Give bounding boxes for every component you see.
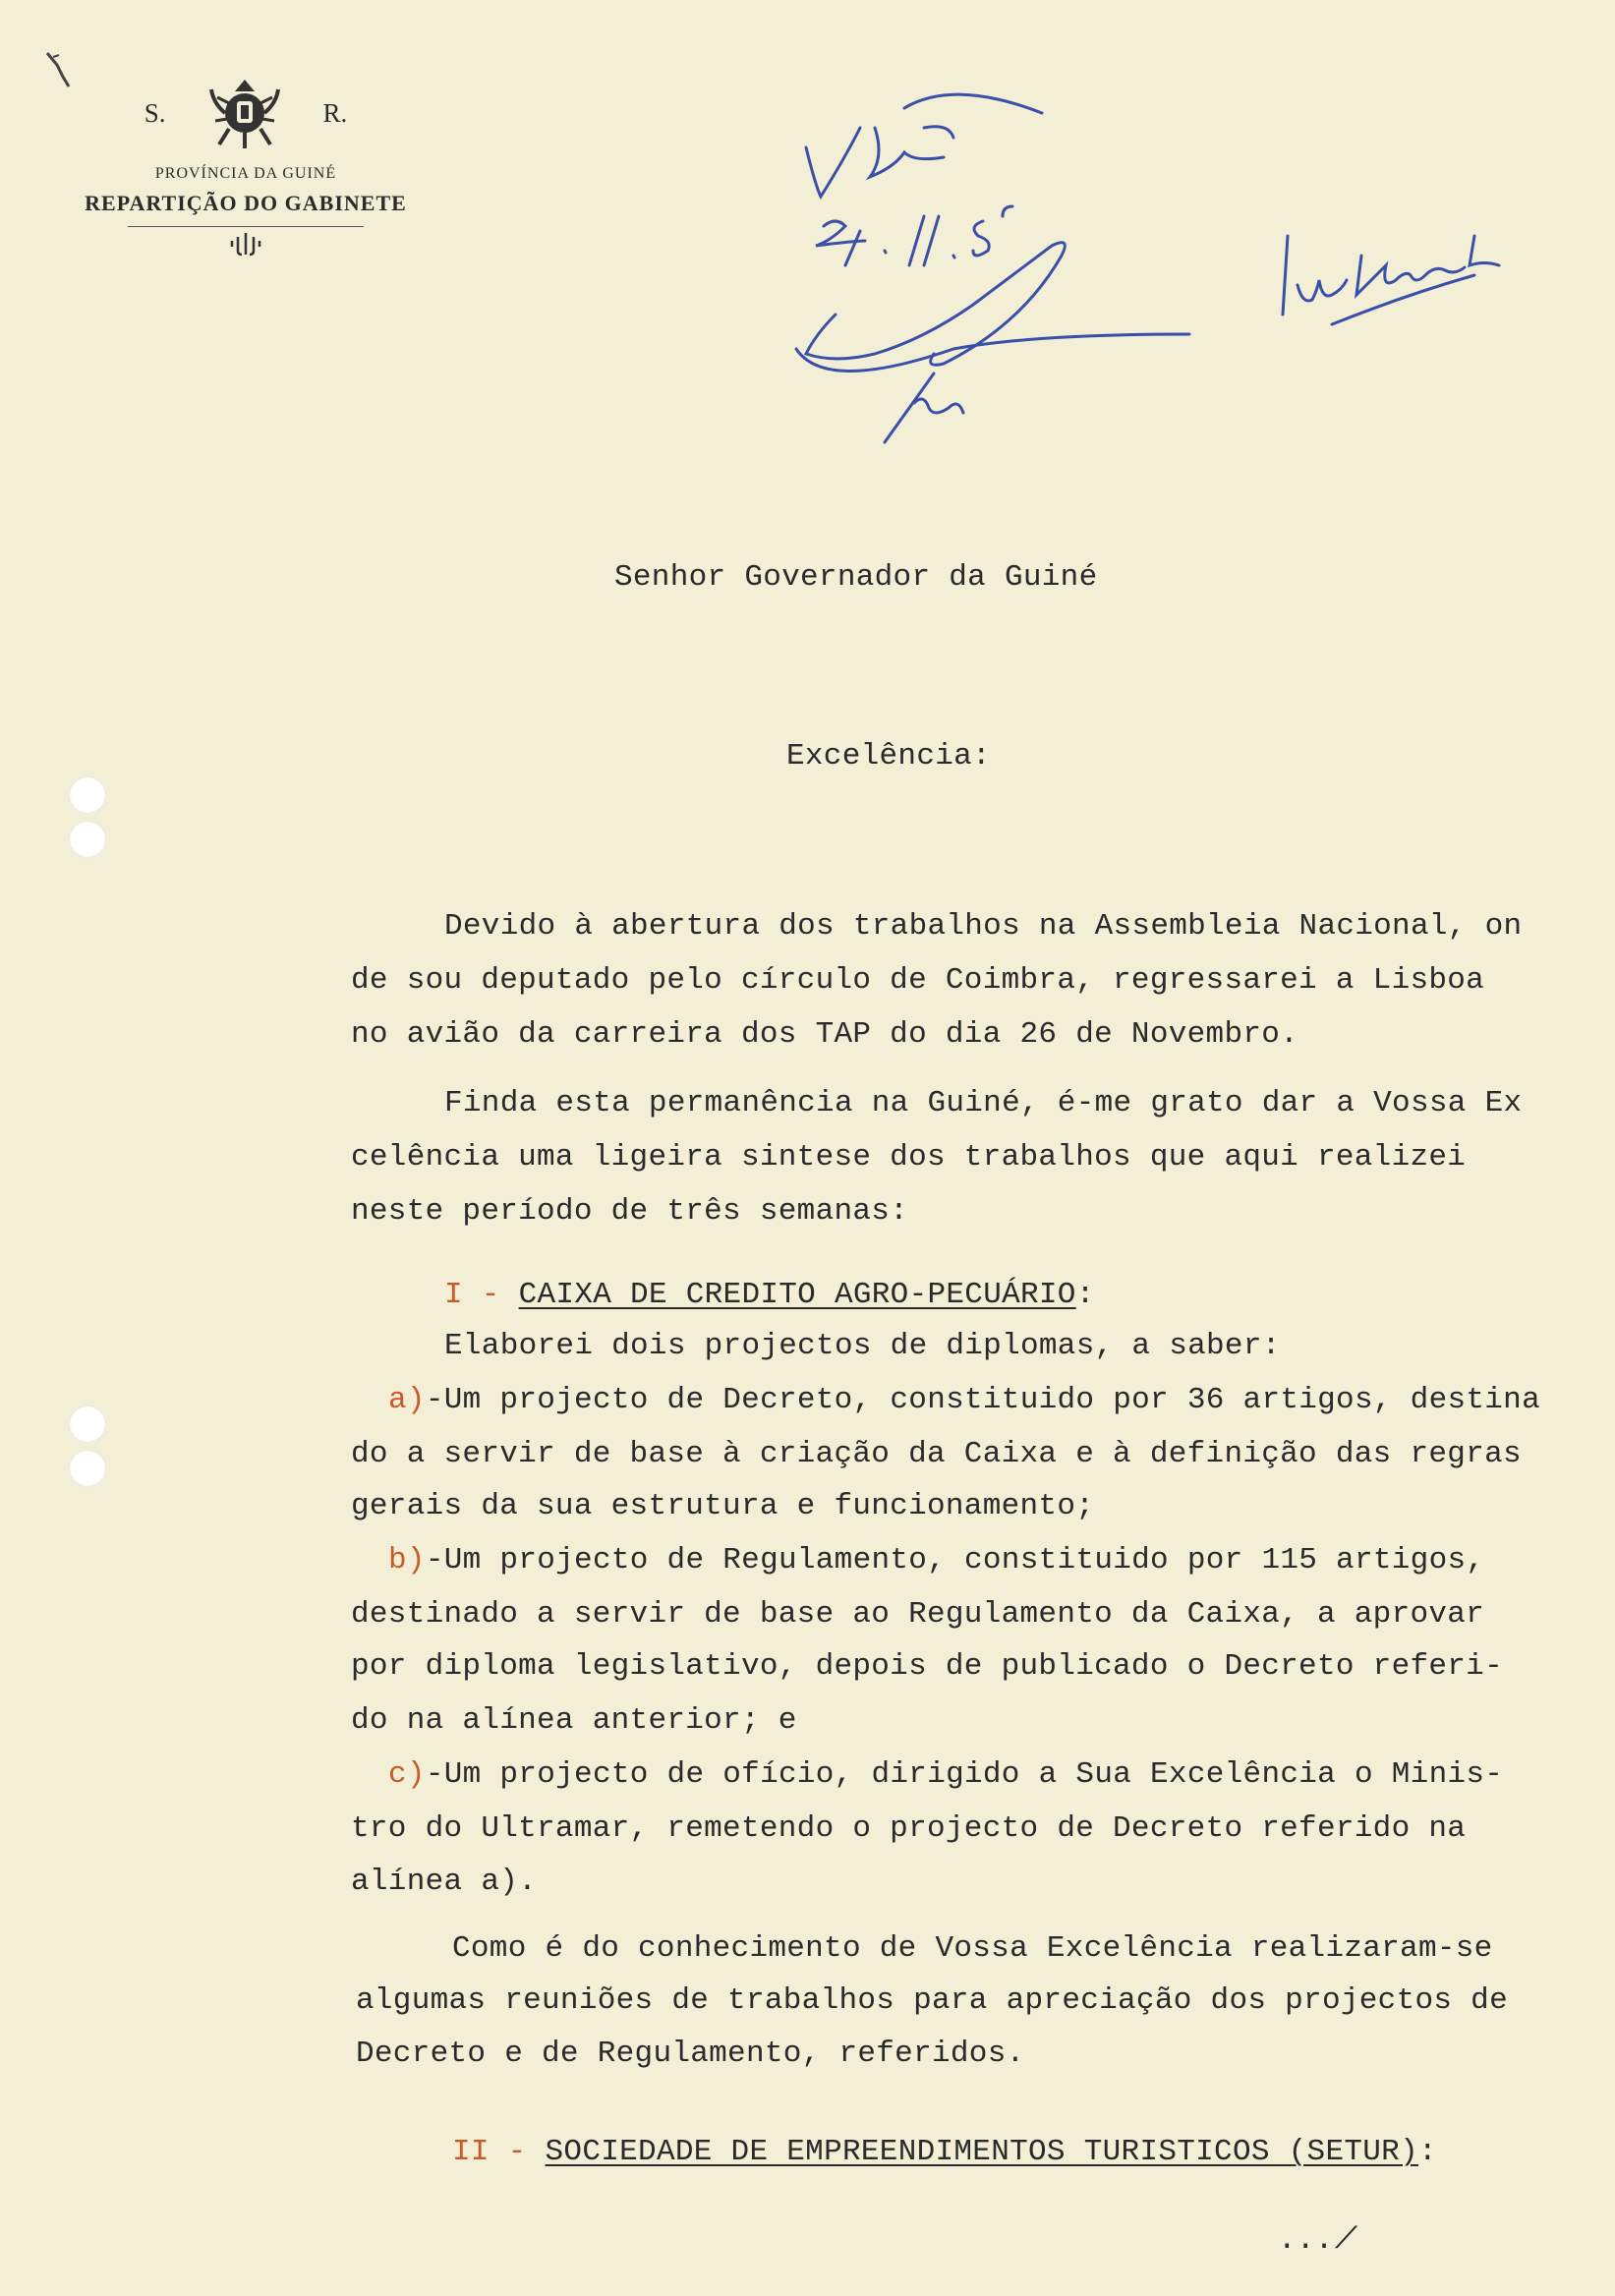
item-a-text-1: -Um projecto de Decreto, constituido por 36 artigos, destina — [425, 1383, 1540, 1417]
item-b-line-3: por diploma legislativo, depois de publicado o Decreto referi- — [351, 1649, 1503, 1684]
item-c-line-2: tro do Ultramar, remetendo o projecto de Decreto referido na — [351, 1811, 1467, 1846]
paragraph-2-line-3: neste período de três semanas: — [351, 1194, 909, 1229]
section-1-title: CAIXA DE CREDITO AGRO-PECUÁRIO — [518, 1278, 1076, 1312]
section-1-colon: : — [1075, 1278, 1095, 1312]
letterhead-left-letter: S. — [144, 97, 166, 128]
paragraph-3-line-2: algumas reuniões de trabalhos para apreciação dos projectos de — [356, 1983, 1508, 2018]
letterhead — [59, 69, 433, 261]
item-b-line-4: do na alínea anterior; e — [351, 1703, 797, 1738]
item-b-marker: b) — [388, 1543, 426, 1578]
section-2-heading — [452, 2135, 1437, 2169]
section-1-intro: Elaborei dois projectos de diplomas, a saber: — [444, 1329, 1281, 1363]
punch-hole — [69, 1450, 106, 1487]
handwritten-visto-signature — [777, 69, 1229, 462]
handwritten-right-signature — [1268, 197, 1543, 344]
section-2-number: II - — [452, 2135, 527, 2169]
paragraph-2-line-2: celência uma ligeira sintese dos trabalhos que aqui realizei — [351, 1140, 1467, 1175]
punch-hole — [69, 821, 106, 858]
item-a-line-1 — [388, 1383, 1540, 1417]
salutation: Senhor Governador da Guiné — [614, 560, 1098, 595]
item-b-line-2: destinado a servir de base ao Regulamento da Caixa, a aprovar — [351, 1597, 1485, 1632]
paragraph-3-line-1: Como é do conhecimento de Vossa Excelência realizaram-se — [452, 1931, 1493, 1966]
paragraph-1-line-3: no avião da carreira dos TAP do dia 26 de Novembro. — [351, 1017, 1299, 1052]
section-1-heading — [444, 1278, 1095, 1312]
letterhead-rule — [128, 226, 364, 227]
paragraph-1-line-2: de sou deputado pelo círculo de Coimbra, regressarei a Lisboa — [351, 963, 1485, 998]
item-c-text-1: -Um projecto de ofício, dirigido a Sua Excelência o Minis- — [425, 1757, 1504, 1792]
section-1-number: I - — [444, 1278, 500, 1312]
item-a-marker: a) — [388, 1383, 426, 1417]
item-c-line-3: alínea a). — [351, 1865, 538, 1899]
item-b-text-1: -Um projecto de Regulamento, constituido por 115 artigos, — [425, 1543, 1485, 1578]
section-2-title: SOCIEDADE DE EMPREENDIMENTOS TURISTICOS (SETUR) — [545, 2135, 1418, 2169]
punch-hole — [69, 776, 106, 814]
continuation-mark: .../ — [1278, 2223, 1360, 2258]
item-b-line-1 — [388, 1543, 1484, 1578]
item-a-line-2: do a servir de base à criação da Caixa e à definição das regras — [351, 1437, 1522, 1471]
paragraph-2-line-1: Finda esta permanência na Guiné, é-me grato dar a Vossa Ex — [444, 1086, 1523, 1120]
continuation-dots: ... — [1278, 2223, 1334, 2258]
letterhead-office: REPARTIÇÃO DO GABINETE — [85, 191, 407, 215]
item-a-line-3: gerais da sua estrutura e funcionamento; — [351, 1489, 1095, 1523]
ornament-icon — [226, 231, 265, 257]
coat-of-arms-icon — [205, 74, 284, 152]
paragraph-3-line-3: Decreto e de Regulamento, referidos. — [356, 2037, 1025, 2071]
greeting: Excelência: — [786, 739, 991, 774]
letterhead-right-letter: R. — [322, 97, 348, 128]
punch-hole — [69, 1406, 106, 1443]
letterhead-province: PROVÍNCIA DA GUINÉ — [154, 165, 337, 182]
item-c-line-1 — [388, 1757, 1503, 1792]
item-c-marker: c) — [388, 1757, 426, 1792]
paragraph-1-line-1: Devido à abertura dos trabalhos na Assembleia Nacional, on — [444, 909, 1523, 944]
section-2-colon: : — [1417, 2135, 1437, 2169]
